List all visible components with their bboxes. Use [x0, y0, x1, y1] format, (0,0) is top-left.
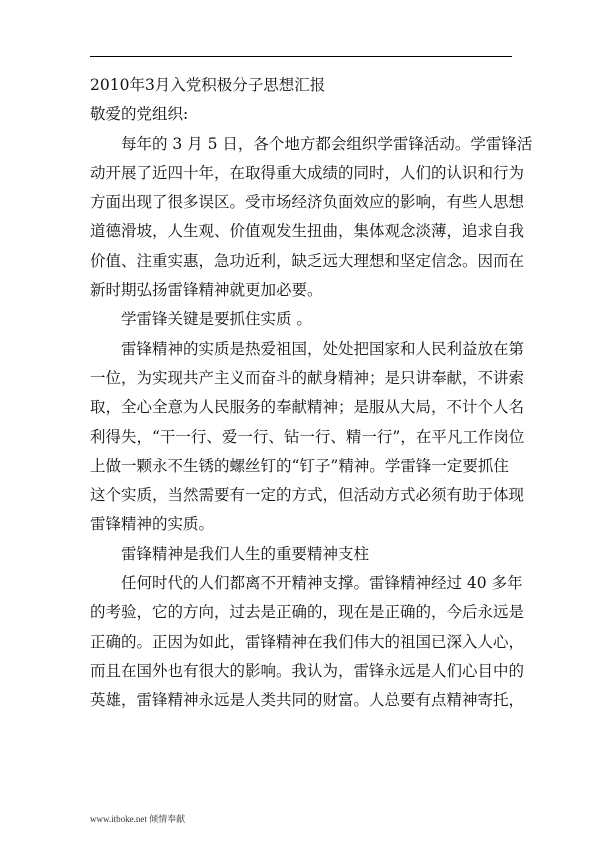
paragraph-line: 而且在国外也有很大的影响。我认为，雷锋永远是人们心目中的 — [90, 661, 525, 680]
paragraph-line: 这个实质，当然需要有一定的方式，但活动方式必须有助于体现 — [90, 486, 525, 505]
section-heading: 学雷锋关键是要抓住实质 。 — [121, 310, 312, 329]
footer-text: www.itboke.net 倾情奉献 — [90, 814, 186, 824]
paragraph-line: 动开展了近四十年，在取得重大成绩的同时，人们的认识和行为 — [90, 163, 525, 182]
paragraph-line: 雷锋精神的实质。 — [90, 515, 215, 534]
paragraph-line: 利得失，“干一行、爱一行、钻一行、精一行”，在平凡工作岗位 — [90, 427, 525, 446]
paragraph-line: 道德滑坡，人生观、价值观发生扭曲，集体观念淡薄，追求自我 — [90, 222, 525, 241]
paragraph-line: 每年的 3 月 5 日，各个地方都会组织学雷锋活动。学雷锋活 — [121, 134, 533, 153]
paragraph-line: 取，全心全意为人民服务的奉献精神；是服从大局，不计个人名 — [90, 398, 525, 417]
salutation: 敬爱的党组织: — [90, 105, 189, 124]
paragraph-line: 任何时代的人们都离不开精神支撑。雷锋精神经过 40 多年 — [121, 574, 523, 593]
paragraph-line: 新时期弘扬雷锋精神就更加必要。 — [90, 281, 323, 300]
paragraph-line: 英雄，雷锋精神永远是人类共同的财富。人总要有点精神寄托， — [90, 691, 525, 710]
document-title: 2010年3月入党积极分子思想汇报 — [90, 76, 326, 94]
paragraph-line: 正确的。正因为如此，雷锋精神在我们伟大的祖国已深入人心， — [90, 632, 525, 651]
paragraph-line: 的考验，它的方向，过去是正确的，现在是正确的，今后永远是 — [90, 603, 525, 622]
paragraph-line: 一位，为实现共产主义而奋斗的献身精神；是只讲奉献，不讲索 — [90, 368, 525, 387]
paragraph-line: 方面出现了很多误区。受市场经济负面效应的影响，有些人思想 — [90, 193, 525, 212]
paragraph-line: 上做一颗永不生锈的螺丝钉的“钉子”精神。学雷锋一定要抓住 — [90, 456, 509, 475]
paragraph-line: 价值、注重实惠，急功近利，缺乏远大理想和坚定信念。因而在 — [90, 251, 525, 270]
header-rule — [90, 56, 512, 57]
section-heading: 雷锋精神是我们人生的重要精神支柱 — [121, 544, 370, 563]
paragraph-line: 雷锋精神的实质是热爱祖国，处处把国家和人民利益放在第 — [121, 339, 525, 358]
document-body — [90, 71, 533, 716]
